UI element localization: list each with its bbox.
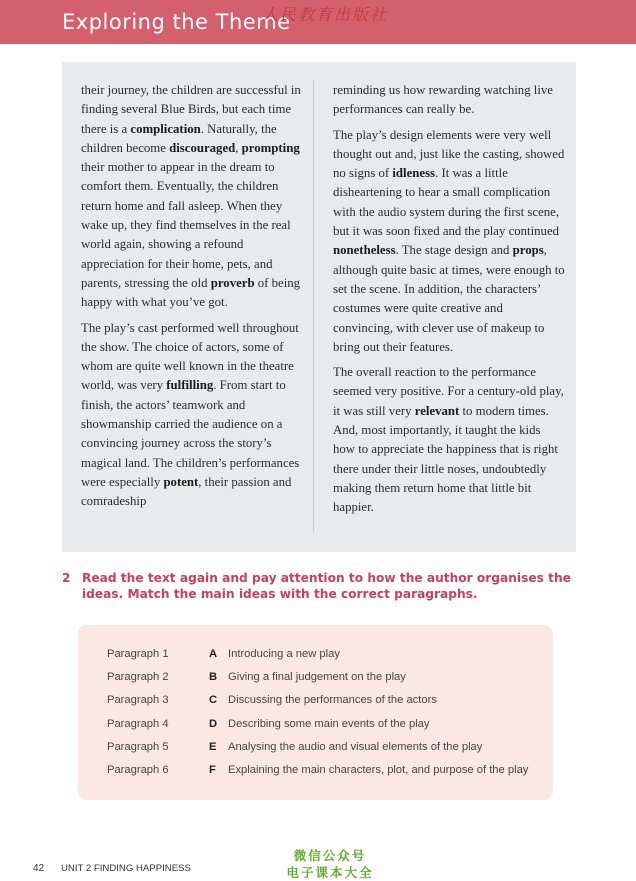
vocabulary-word: idleness <box>392 166 436 181</box>
publisher-mark: 人民教育出版社 <box>262 5 389 24</box>
option-letter: F <box>209 764 216 776</box>
paragraph-text: of being happy with what you’ve got. <box>81 275 301 310</box>
main-idea-text: Explaining the main characters, plot, and purpose of the play <box>228 764 529 776</box>
paragraph-label: Paragraph 1 <box>107 648 169 660</box>
paragraph-text: The play’s design elements were very well thought out and, just like the casting, showed no signs of <box>333 127 565 181</box>
paragraph-text: . Naturally, the children become <box>81 121 277 155</box>
option-letter: D <box>209 717 218 730</box>
paragraph-text: . It was a little disheartening to hear a small complication with the audio system during the first scene, but it was soon fixed and the play continued <box>333 166 560 239</box>
section-header-bar <box>0 0 636 44</box>
main-idea-text: Giving a final judgement on the play <box>228 671 406 684</box>
reading-paragraph <box>333 363 565 517</box>
paragraph-label: Paragraph 6 <box>107 764 169 776</box>
vocabulary-word: potent <box>163 474 199 489</box>
page-number: 42 <box>33 863 45 874</box>
reading-paragraph <box>333 81 565 120</box>
paragraph-label: Paragraph 3 <box>107 694 169 707</box>
vocabulary-word: prompting <box>241 140 300 155</box>
paragraph-text: . The stage design and <box>395 243 513 258</box>
paragraph-label: Paragraph 5 <box>107 740 169 753</box>
main-idea-text: Analysing the audio and visual elements of the play <box>228 740 483 753</box>
watermark <box>270 847 390 881</box>
vocabulary-word: nonetheless <box>333 243 396 258</box>
main-idea-text: Describing some main events of the play <box>228 717 430 730</box>
option-letter: A <box>209 648 218 660</box>
paragraph-text: , their passion and comradeship <box>81 474 292 509</box>
vocabulary-word: proverb <box>210 275 255 290</box>
column-divider <box>313 80 314 532</box>
watermark-line: 微信公众号 <box>293 848 367 863</box>
main-idea-text: Discussing the performances of the actors <box>228 694 437 707</box>
option-letter: E <box>209 740 217 753</box>
vocabulary-word: props <box>512 243 544 258</box>
paragraph-text: their journey, the children are successful in finding several Blue Birds, but each time there is a <box>81 83 301 136</box>
vocabulary-word: complication <box>130 121 201 136</box>
paragraph-text: reminding us how rewarding watching live performances can really be. <box>333 83 553 117</box>
task-number: 2 <box>62 571 71 585</box>
paragraph-text: The play’s cast performed well throughout the show. The choice of actors, some of whom are quite well known in the theatre world, was very <box>81 320 299 393</box>
paragraph-label: Paragraph 2 <box>107 671 169 684</box>
task-text: Read the text again and pay attention to how the author organises the ideas. Match the main ideas with the correct paragraphs. <box>82 571 571 601</box>
paragraph-text: to modern times. And, most importantly, it taught the kids how to appreciate the happiness that is right there under their little noses, undoubtedly making them return home that little bit happier. <box>333 403 558 515</box>
paragraph-text: their mother to appear in the dream to comfort them. Eventually, the children return home and fall asleep. When they wake up, they find themselves in the real world again, showing a refound appreciation for their home, pets, and parents, stressing the old <box>81 160 291 290</box>
reading-paragraph <box>81 81 303 313</box>
reading-paragraph <box>333 126 565 358</box>
paragraph-text: , although quite basic at times, were enough to set the scene. In addition, the characters’ costumes were quite creative and convincing, with clever use of makeup to bring out their features. <box>333 243 565 354</box>
paragraph-label: Paragraph 4 <box>107 717 169 730</box>
reading-left-column <box>81 81 303 518</box>
reading-paragraph <box>81 319 303 512</box>
reading-right-column <box>333 81 565 524</box>
main-idea-text: Introducing a new play <box>228 648 340 660</box>
section-title: Exploring the Theme <box>62 10 291 34</box>
unit-label: UNIT 2 FINDING HAPPINESS <box>61 863 191 874</box>
paragraph-text: . From start to finish, the actors’ teamwork and showmanship carried the audience on a convincing journey across the story’s magical land. The children’s performances were especially <box>81 378 300 489</box>
option-letter: B <box>209 671 218 684</box>
watermark-line: 电子课本大全 <box>286 865 374 880</box>
vocabulary-word: relevant <box>414 403 460 418</box>
paragraph-text: The overall reaction to the performance seemed very positive. For a century-old play, it was still very <box>333 365 564 418</box>
vocabulary-word: fulfilling <box>166 378 214 393</box>
paragraph-text: , <box>235 140 242 155</box>
option-letter: C <box>209 694 218 707</box>
vocabulary-word: discouraged <box>169 140 236 155</box>
